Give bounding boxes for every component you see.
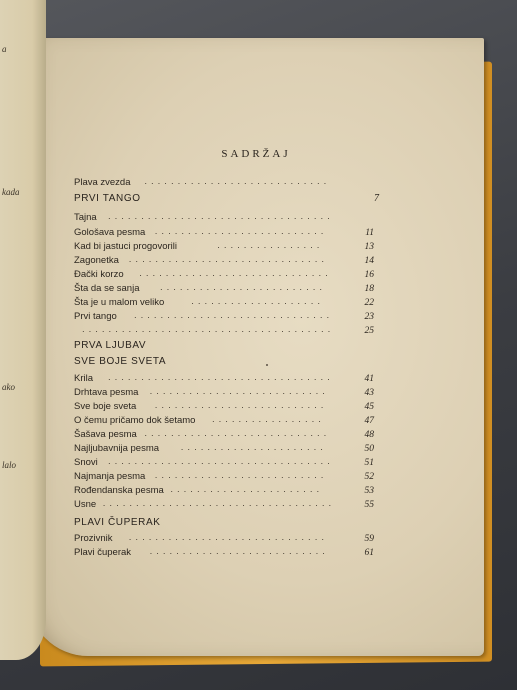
dot-leader: ..............................	[128, 254, 328, 265]
dot-leader: ............................	[144, 428, 331, 439]
dot-leader: .................	[212, 414, 325, 425]
page-number: 18	[364, 284, 374, 294]
dot-leader: ....................	[191, 296, 324, 307]
page-number: 13	[364, 242, 374, 252]
toc-entry	[74, 386, 374, 400]
facing-page-line	[2, 147, 42, 160]
facing-page	[0, 0, 46, 660]
toc-entry	[74, 324, 374, 338]
facing-page-line	[2, 56, 42, 69]
facing-page-line	[2, 355, 42, 368]
toc-entry	[74, 176, 374, 190]
facing-page-line	[2, 108, 42, 121]
page-number: 41	[364, 374, 374, 384]
page-number: 47	[364, 416, 374, 426]
entry-title: Šašava pesma	[74, 429, 137, 440]
dot-leader: ..................................	[108, 372, 334, 383]
toc-entry	[74, 310, 374, 324]
section-label: PRVI TANGO	[74, 193, 141, 204]
toc-entry	[74, 428, 374, 442]
facing-page-line	[2, 342, 42, 355]
dot-leader: ..............................	[134, 310, 334, 321]
facing-page-line	[2, 160, 42, 173]
entry-title: Šta da se sanja	[74, 283, 140, 294]
page-number: 61	[364, 548, 374, 558]
toc-entry	[74, 296, 374, 310]
entry-title: Tajna	[74, 212, 97, 223]
toc-entry	[74, 470, 374, 484]
facing-page-line	[2, 30, 42, 43]
entry-title: Usne	[74, 499, 97, 510]
facing-page-line	[2, 95, 42, 108]
toc-entry	[74, 414, 374, 428]
section-heading	[74, 192, 380, 206]
toc-entry	[74, 226, 374, 240]
entry-title: Zagonetka	[74, 255, 119, 266]
facing-page-text	[2, 30, 42, 472]
entry-title: Kad bi jastuci progovorili	[74, 241, 177, 252]
page-number: 7	[374, 193, 380, 204]
page-number: 55	[364, 500, 374, 510]
facing-page-line	[2, 329, 42, 342]
page-number: 52	[364, 472, 374, 482]
entry-title: Krila	[74, 373, 94, 384]
toc-entry	[74, 484, 374, 498]
facing-page-line	[2, 134, 42, 147]
dot-leader: ............................	[144, 176, 331, 187]
facing-page-line	[2, 264, 42, 277]
toc-entry	[74, 268, 374, 282]
dot-leader: ..............................	[128, 532, 328, 543]
entry-title: Plavi čuperak	[74, 547, 132, 558]
facing-page-line	[2, 303, 42, 316]
page-number: 43	[364, 388, 374, 398]
facing-page-line	[2, 394, 42, 407]
dot-leader: ..........................	[154, 226, 328, 237]
facing-page-line	[2, 173, 42, 186]
toc-entry	[74, 240, 374, 254]
facing-page-line	[2, 212, 42, 225]
facing-page-line	[2, 446, 42, 459]
entry-title: Prozivnik	[74, 533, 113, 544]
facing-page-line	[2, 121, 42, 134]
section-label: PRVA LJUBAV	[74, 340, 147, 351]
toc-entry	[74, 211, 374, 225]
dot-leader: ..........................	[154, 400, 328, 411]
facing-page-line	[2, 69, 42, 82]
dot-leader: .........................	[160, 282, 326, 293]
facing-page-line	[2, 277, 42, 290]
page-number: 25	[364, 326, 374, 336]
facing-page-line	[2, 316, 42, 329]
dot-leader: ..................................	[108, 211, 334, 222]
facing-page-line	[2, 251, 42, 264]
dot-leader: .......................	[170, 484, 324, 495]
entry-title: Rođendanska pesma	[74, 485, 164, 496]
page-number: 14	[364, 256, 374, 266]
facing-page-line	[2, 368, 42, 381]
facing-page-line: ako	[2, 382, 15, 392]
dot-leader: .............................	[139, 268, 332, 279]
contents-page	[28, 38, 484, 656]
page-content	[28, 38, 484, 656]
page-number: 23	[364, 312, 374, 322]
print-speck	[266, 364, 268, 366]
facing-page-line	[2, 199, 42, 212]
toc-entry	[74, 532, 374, 546]
page-title: SADRŽAJ	[221, 148, 291, 160]
page-number: 22	[364, 298, 374, 308]
entry-title: Šta je u malom veliko	[74, 297, 165, 308]
entry-title: Plava zvezda	[74, 177, 131, 188]
dot-leader: ..........................	[154, 470, 328, 481]
section-heading	[74, 339, 146, 353]
dot-leader: ...................................	[102, 498, 336, 509]
page-number: 48	[364, 430, 374, 440]
facing-page-line	[2, 407, 42, 420]
entry-title: Prvi tango	[74, 311, 117, 322]
entry-title: Snovi	[74, 457, 98, 468]
toc-entry	[74, 372, 374, 386]
section-label: SVE BOJE SVETA	[74, 356, 167, 367]
page-number: 51	[364, 458, 374, 468]
facing-page-line	[2, 82, 42, 95]
toc-entry	[74, 546, 374, 560]
section-heading	[74, 516, 161, 530]
dot-leader: ..................................	[108, 456, 334, 467]
dot-leader: ......................	[180, 442, 327, 453]
entry-title: Sve boje sveta	[74, 401, 137, 412]
entry-title: Drhtava pesma	[74, 387, 139, 398]
toc-entry	[74, 442, 374, 456]
facing-page-line: a	[2, 44, 7, 54]
entry-title: Najljubavnija pesma	[74, 443, 160, 454]
toc-entry	[74, 498, 374, 512]
page-number: 45	[364, 402, 374, 412]
entry-title: Najmanja pesma	[74, 471, 146, 482]
page-number: 11	[365, 228, 374, 238]
toc-entry	[74, 254, 374, 268]
section-label: PLAVI ČUPERAK	[74, 517, 161, 528]
page-number: 16	[364, 270, 374, 280]
entry-title: O čemu pričamo dok šetamo	[74, 415, 196, 426]
facing-page-line	[2, 225, 42, 238]
facing-page-line: lalo	[2, 460, 17, 470]
dot-leader: ...........................	[149, 546, 329, 557]
facing-page-line	[2, 238, 42, 251]
toc-entry	[74, 456, 374, 470]
facing-page-line: kada	[2, 187, 20, 197]
section-heading	[74, 355, 166, 369]
page-number: 59	[364, 534, 374, 544]
facing-page-line	[2, 433, 42, 446]
facing-page-line	[2, 420, 42, 433]
page-number: 50	[364, 444, 374, 454]
toc-entry	[74, 282, 374, 296]
facing-page-line	[2, 290, 42, 303]
dot-leader: ...........................	[149, 386, 329, 397]
dot-leader: ......................................	[82, 324, 335, 335]
entry-title: Đački korzo	[74, 269, 124, 280]
dot-leader: ................	[217, 240, 324, 251]
page-number: 53	[364, 486, 374, 496]
entry-title: Gološava pesma	[74, 227, 146, 238]
toc-entry	[74, 400, 374, 414]
